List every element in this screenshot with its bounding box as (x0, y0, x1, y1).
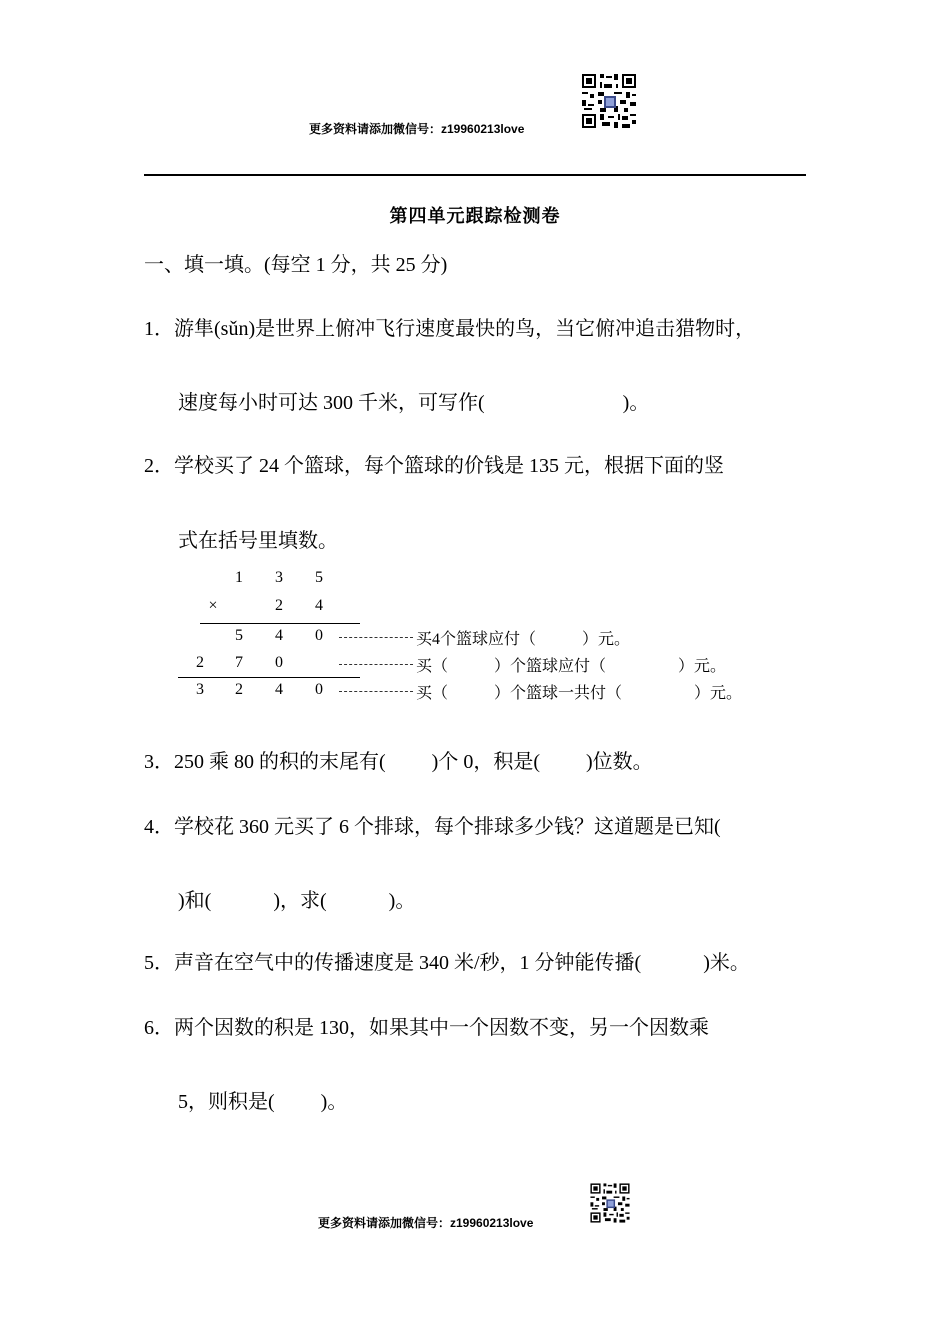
digit: 2 (275, 597, 283, 614)
vertical-label-2: 买（ ）个篮球应付（ ）元。 (416, 658, 727, 675)
question-number: 3． (144, 751, 174, 773)
digit: 1 (235, 569, 243, 586)
question-number: 1． (144, 318, 174, 340)
page-title: 第四单元跟踪检测卷 (389, 206, 561, 226)
question-text: 游隼(sǔn)是世界上俯冲飞行速度最快的鸟，当它俯冲追击猎物时， (174, 318, 756, 340)
digit: 4 (315, 597, 323, 614)
question-2-line-2: 式在括号里填数。 (178, 530, 338, 552)
digit: 7 (235, 654, 243, 671)
question-number: 4． (144, 816, 174, 838)
digit: 0 (315, 681, 323, 698)
digit: 0 (275, 654, 283, 671)
multiply-sign: × (208, 597, 218, 614)
question-6-line-2: 5，则积是( )。 (178, 1091, 348, 1113)
digit: 5 (235, 627, 243, 644)
digit: 3 (275, 569, 283, 586)
question-text: 学校花 360 元买了 6 个排球，每个排球多少钱？这道题是已知( (174, 816, 721, 838)
question-text: 两个因数的积是 130，如果其中一个因数不变，另一个因数乘 (174, 1017, 709, 1039)
question-text: )。 (622, 392, 650, 414)
question-text: 速度每小时可达 300 千米，可写作( (178, 392, 485, 414)
dashed-leader (339, 664, 413, 665)
digit: 2 (235, 681, 243, 698)
question-number: 5． (144, 952, 174, 974)
question-3: 3．250 乘 80 的积的末尾有( )个 0，积是( )位数。 (144, 751, 653, 773)
question-text: 学校买了 24 个篮球，每个篮球的价钱是 135 元，根据下面的竖 (174, 455, 724, 477)
qr-code-icon (589, 1182, 631, 1224)
sum-line (200, 623, 360, 624)
question-4-line-2: )和( )，求( )。 (178, 890, 416, 912)
digit: 5 (315, 569, 323, 586)
question-1 (144, 312, 755, 341)
dashed-leader (339, 637, 413, 638)
vertical-label-1: 买4个篮球应付（ ）元。 (416, 631, 631, 648)
question-6 (144, 1011, 709, 1040)
question-5: 5．声音在空气中的传播速度是 340 米/秒，1 分钟能传播( )米。 (144, 952, 750, 974)
dashed-leader (339, 691, 413, 692)
vertical-label-3: 买（ ）个篮球一共付（ ）元。 (416, 685, 743, 702)
sum-line (178, 677, 360, 678)
question-2 (144, 449, 724, 478)
footer-contact: 更多资料请添加微信号：z19960213love (318, 1216, 534, 1230)
header-contact: 更多资料请添加微信号：z19960213love (309, 122, 525, 136)
digit: 4 (275, 681, 283, 698)
question-number: 6． (144, 1017, 174, 1039)
digit: 4 (275, 627, 283, 644)
digit: 2 (196, 654, 204, 671)
digit: 0 (315, 627, 323, 644)
header-divider (144, 174, 806, 176)
question-1-line-2 (178, 386, 649, 415)
question-4 (144, 810, 721, 839)
question-number: 2． (144, 455, 174, 477)
digit: 3 (196, 681, 204, 698)
qr-code-icon (580, 72, 638, 130)
section-heading: 一、填一填。(每空 1 分，共 25 分) (144, 254, 448, 276)
